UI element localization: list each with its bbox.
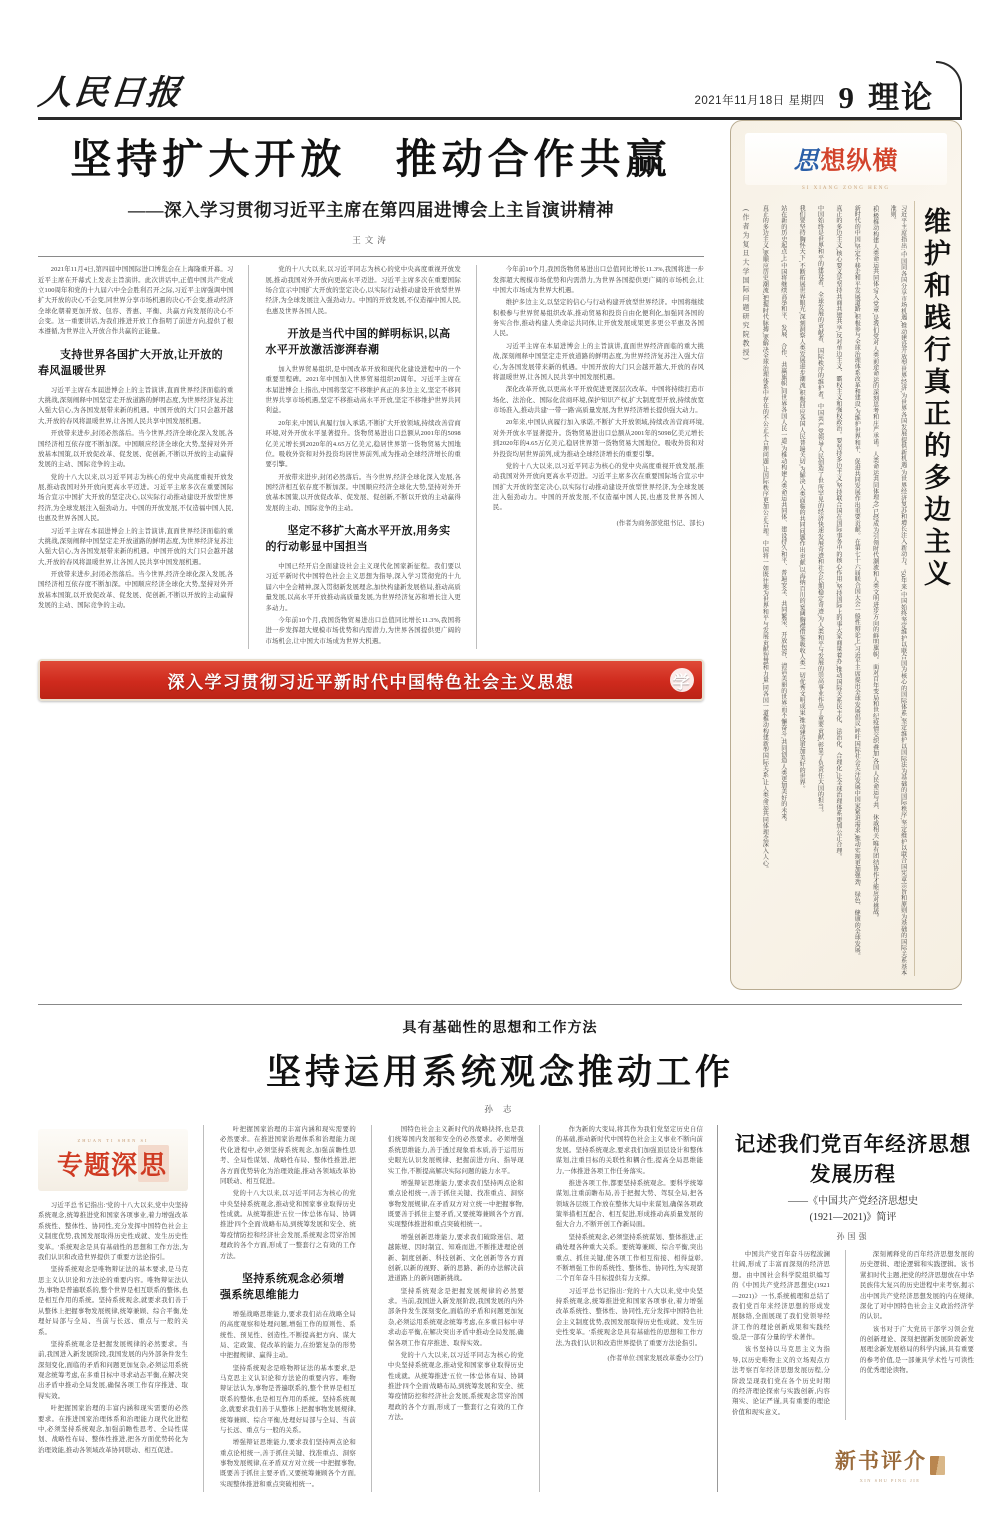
mid-title: 坚持运用系统观念推动工作 [265, 1053, 734, 1092]
sixiang-zongheng-sidebar [730, 120, 962, 990]
paragraph: 该书坚持以马克思主义为指导,以历史唯物主义的立场观点方法考察百年经济思想发展历程,分阶段呈现我们党在各个历史时期的经济理论探索与实践创新,内容翔实、论证严谨,具有重要的理论价值和现实意义。 [732, 1346, 830, 1416]
paragraph: 坚持系统观念是唯物辩证法的基本要求,是马克思主义认识论和方法论的重要内容。唯物辩证法认为,事物是普遍联系的,整个世界是相互联系的整体,也是相互作用的系统。坚持系统观念,就要求我们善于从整体上把握事物发展规律,统筹兼顾、综合平衡,处理好局部与全局、当前与长远、重点与一般的关系。 [38, 1266, 188, 1336]
book-review-column-2 [860, 1250, 974, 1420]
paragraph: 今年前10个月,我国货物贸易进出口总值同比增长11.3%,我国将进一步发挥超大规模市场优势和内需潜力,为世界各国提供更广阔的市场机会,让中国大市场成为世界大机遇。 [265, 616, 461, 645]
paragraph: 增强辩证思维能力,要求我们坚持两点论和重点论相统一,善于抓住关键、找准重点、洞察事物发展规律,在矛盾双方对立统一中把握事物,既要善于抓住主要矛盾,又要统筹兼顾各个方面,实现整体推进和重点突破相统一。 [387, 1179, 524, 1229]
book-review-column-1 [732, 1250, 846, 1420]
paragraph: 深刻阐释党的百年经济思想发展的历史逻辑、理论逻辑和实践逻辑。该书紧扣时代主题,把党的经济思想放在中华民族伟大复兴的历史进程中来考察,揭示出中国共产党经济思想发展的内在规律,深化了对中国特色社会主义政治经济学的认识。 [860, 1251, 974, 1321]
mid-source: (作者单位:国家发展改革委办公厅) [607, 1354, 703, 1362]
lead-divider [38, 256, 704, 257]
mid-col2-text [220, 1125, 356, 1262]
xinshu-pinyin: XIN SHU PING JIE [859, 1478, 921, 1483]
lead-headline: 坚持扩大开放 推动合作共赢 [70, 136, 672, 182]
book-review-subtitle [732, 1194, 974, 1225]
lead-subhead-2: 开放是当代中国的鲜明标识,以高水平开放激活澎湃春潮 [265, 328, 451, 356]
paragraph: 坚持系统观念是唯物辩证法的基本要求,是马克思主义认识论和方法论的重要内容。唯物辩证法认为,事物是普遍联系的,整个世界是相互联系的整体,也是相互作用的系统。坚持系统观念,就要求我们善于从整体上把握事物发展规律,统筹兼顾、综合平衡,处理好局部与全局、当前与长远、重点与一般的关系。 [220, 1364, 356, 1434]
paragraph: 20年来,中国认真履行加入承诺,不断扩大开放领域,持续改善营商环境,对外开放水平显著提升。货物贸易进出口总额从2001年的5098亿美元增长到2020年的4.65万亿美元,稳居世界第一货物贸易大国地位。吸收外资和对外投资均居世界前列,成为推动全球经济增长的重要引擎。 [492, 419, 704, 458]
paragraph: 作为新的大变局,将其作为我们党坚定历史自信的基础,推动新时代中国特色社会主义事业不断向前发展。坚持系统观念,要求我们加强顶层设计和整体谋划,注重目标的关联性和耦合性,提高全局思维能力,一体推进各项工作任务落实。 [555, 1126, 703, 1175]
sidebar-col-6: 我们要坚持胸怀天下,不断拓展世界眼光,深刻洞察人类发展进步潮流,积极回应各国人民普遍关切,为解决人类面临的共同问题作出贡献,以海纳百川的宽阔胸襟借鉴吸收人类一切优秀文明成果,推动建设更加美好的世界。 [798, 205, 805, 792]
paragraph: 增强创新思维能力,要求我们破除迷信、超越陈规、因时制宜、知难而进,不断推进理论创新、制度创新、科技创新、文化创新等各方面创新,以新的视野、新的思路、新的办法解决前进道路上的新问题新挑战。 [387, 1233, 524, 1283]
sidebar-col-3: 新时代的中国,坚定不移走和平发展道路,积极参与全球治理体系改革和建设,为维护世界和平、促进共同发展作出重要贡献。在第七十六届联合国大会一般性辩论上,习近平主席提出全球发展倡议,呼吁国际社会关注发展中国家紧迫需求,推动实现更加强劲、绿色、健康的全球发展。 [853, 205, 860, 960]
mid-col3-text [388, 1125, 524, 1424]
sidebar-brand-first-char: 思 [793, 147, 819, 175]
paragraph: 加入世界贸易组织,是中国改革开放和现代化建设进程中的一个重要里程碑。2021年中国加入世界贸易组织20周年。习近平主席在本届进博会上指出,中国将坚定不移维护真正的多边主义,坚定不移同世界共享市场机遇,坚定不移推动高水平开放,坚定不移维护世界共同利益。 [265, 365, 461, 415]
zhuanti-chars [57, 1145, 169, 1182]
book-review-byline: 孙国强 [836, 1232, 870, 1241]
sidebar-col-8: 真正的多边主义,要顺应历史潮流,把握时代脉搏,要解决全球治理体系中存在的不公正不合理问题,让国际秩序更加公正合理。中国将一如既往地为世界和平与发展贡献智慧和力量,同各国一道推动构建新型国际关系,让人类命运共同体理念深入人心。 [761, 205, 768, 873]
paragraph: 习近平总书记指出:'党的十八大以来,党中央坚持系统观念,统筹推进党和国家各项事业,着力增强改革系统性、整体性、协同性,充分发挥中国特色社会主义制度优势,我国发展取得历史性成就、发生历史性变革。'系统观念是具有基础性的思想和工作方法,为我们认识和改造世界提供了重要方法论指引。 [38, 1202, 188, 1261]
lead-column-2 [265, 265, 476, 649]
publication-date: 2021年11月18日 星期四 [694, 95, 825, 107]
sidebar-col-2: '积极推动构建人类命运共同体'写入党章,是我们党对人类前途命运的深刻思考和庄严承诺。人类命运共同体理念,已经成为引领时代潮流和人类文明进步方向的鲜明旗帜。面对百年变局和世纪疫情交织叠加,各国人民命运与共、休戚相关,唯有团结协作才能应对挑战。 [871, 205, 878, 922]
paragraph: 习近平主席在本届进博会上的主旨演讲,直面世界经济面临的重大挑战,深刻阐释中国坚定走开放道路的鲜明态度,为世界经济复苏注入强大信心,为各国发展带来新的机遇。中国开放的大门只会越开越大,开放的春风将温暖世界,让各国人民共享中国发展机遇。 [38, 386, 234, 425]
paragraph: 维护多边主义,以坚定的信心与行动构建开放型世界经济。中国将继续积极参与世界贸易组织改革,推动贸易和投资自由化便利化,加强同各国的务实合作,推动构建人类命运共同体,让开放发展成果更多更公平惠及各国人民。 [492, 299, 704, 338]
xinshu-chars: 新书评介 [835, 1450, 927, 1473]
mid-columns [38, 1125, 703, 1492]
mid-kicker: 具有基础性的思想和工作方法 [402, 1019, 598, 1035]
mid-article-body [38, 1125, 718, 1492]
lead-source: (作者为商务部党组书记、部长) [616, 519, 704, 527]
top-section [38, 120, 962, 990]
xinshu-chars-row [835, 1445, 945, 1475]
paragraph: 中国共产党百年奋斗历程波澜壮阔,形成了丰富而深刻的经济思想。由中国社会科学院组织编写的《中国共产党经济思想史(1921—2021)》一书,系统梳理和总结了我们党百年来经济思想的形成发展脉络,全面展现了我们党领导经济工作的理论创新成果和实践经验,是一部有分量的学术著作。 [732, 1251, 830, 1341]
zhuanti-shensi-badge [38, 1129, 188, 1191]
newspaper-page [0, 42, 1000, 1522]
zhuanti-pinyin: ZHUAN TI SHEN SI [77, 1138, 149, 1143]
paragraph: 开放带来进步,封闭必然落后。当今世界,经济全球化深入发展,各国经济相互依存度不断加深。中国顺应经济全球化大势,坚持对外开放基本国策,以开放促改革、促发展、促创新,不断以开放的主动赢得发展的主动、国际竞争的主动。 [38, 430, 234, 469]
lead-headline-block [38, 120, 704, 246]
lead-column-3 [493, 265, 704, 649]
paragraph: 习近平总书记指出:'党的十八大以来,党中央坚持系统观念,统筹推进党和国家各项事业,着力增强改革系统性、整体性、协同性,充分发挥中国特色社会主义制度优势,我国发展取得历史性成就、发生历史性变革。'系统观念是具有基础性的思想和工作方法,为我们认识和改造世界提供了重要方法论指引。 [555, 1287, 703, 1347]
lead-column-1 [38, 265, 249, 649]
book-icon [930, 1456, 945, 1475]
paragraph: 叶把握国家治理的丰富内涵和现实需要的必然要求。在推进国家治理体系和治理能力现代化进程中,必须坚持系统观念,加强前瞻性思考、全局性谋划、战略性布局、整体性推进,把各方面优势转化为治理效能,推动各领域改革协同联动、相互促进。 [38, 1405, 188, 1454]
paragraph: 增强辩证思维能力,要求我们坚持两点论和重点论相统一,善于抓住关键、找准重点、洞察事物发展规律,在矛盾双方对立统一中把握事物,既要善于抓住主要矛盾,又要统筹兼顾各个方面,实现整体推进和重点突破相统一。 [220, 1439, 356, 1488]
sidebar-col-1: 习近平主席指出:'中国同各国分享市场机遇,推动建设开放型世界经济,为世界各国发展提供新机遇,为世界经济复苏和增长注入新动力。'50年来,中国始终坚定维护以联合国为核心的国际体系,坚定维护以国际法为基础的国际秩序,坚定维护以联合国宪章宗旨和原则为基础的国际关系基本准则。 [889, 205, 906, 976]
mid-column-4 [556, 1125, 703, 1492]
lead-col1-text [38, 265, 233, 338]
zhuanti-chars-boxed: 思 [138, 1145, 169, 1182]
sidebar-brand-rest: 想纵横 [820, 147, 899, 175]
paragraph: 党的十八大以来,以习近平同志为核心的党中央高度重视开放发展,推动我国对外开放向更高水平迈进。习近平主席多次在重要国际场合宣示中国扩大开放的坚定决心,以实际行动推动建设开放型世界经济,为全球发展注入强劲动力。中国的开放发展,不仅造福中国人民,也惠及世界各国人民。 [265, 266, 461, 315]
paragraph: 增强战略思维能力,要求我们站在战略全局的高度观察和处理问题,增强工作的原则性、系统性、预见性、创造性,不断提高把方向、谋大局、定政策、促改革的能力,在纷繁复杂的形势中把握规律、赢得主动。 [220, 1310, 356, 1360]
paragraph: 该书对于广大党员干部学习领会党的创新理论、深刻把握新发展阶段新发展理念新发展格局的科学内涵,具有重要的参考价值,是一部兼具学术性与可读性的优秀理论读物。 [860, 1325, 974, 1375]
mid-article-header [38, 1004, 962, 1115]
paragraph: 习近平主席在本届进博会上的主旨演讲,直面世界经济面临的重大挑战,深刻阐释中国坚定走开放道路的鲜明态度,为世界经济复苏注入强大信心,为各国发展带来新的机遇。中国开放的大门只会越开越大,开放的春风将温暖世界,让各国人民共享中国发展机遇。 [492, 342, 704, 381]
paragraph: 20年来,中国认真履行加入承诺,不断扩大开放领域,持续改善营商环境,对外开放水平显著提升。货物贸易进出口总额从2001年的5098亿美元增长到2020年的4.65万亿美元,稳居世界第一货物贸易大国地位。吸收外资和对外投资均居世界前列,成为推动全球经济增长的重要引擎。 [265, 419, 461, 469]
sidebar-vertical-columns [739, 201, 914, 976]
paragraph: 坚持系统观念,必须坚持系统谋划、整体推进,正确处理各种重大关系。要统筹兼顾、综合平衡,突出重点、抓住关键,使各项工作相互衔接、相得益彰,不断增强工作的系统性、整体性、协同性,为实现第二个百年奋斗目标提供有力支撑。 [555, 1233, 703, 1283]
sidebar-source: (作者为复旦大学国际问题研究院教授) [742, 209, 751, 362]
paragraph: 国特色社会主义新时代的战略抉择,也是我们统筹国内发展和安全的必然要求。必须增强系统思维能力,善于透过现象看本质,善于运用历史眼光认识发展规律、把握前进方向、指导现实工作,不断提高解决实际问题的能力水平。 [387, 1126, 524, 1175]
paragraph: 推进各项工作,都要坚持系统观念。要科学统筹谋划,注重前瞻布局,善于把握大势、驾驭全局,把各领域各层级工作放在整体大局中来谋划,确保各项政策举措相互配合、相互促进,形成推动高质量发展的强大合力,不断开创工作新局面。 [555, 1179, 703, 1229]
paragraph: 叶把握国家治理的丰富内涵和现实需要的必然要求。在推进国家治理体系和治理能力现代化进程中,必须坚持系统观念,加强前瞻性思考、全局性谋划、战略性布局、整体性推进,把各方面优势转化为治理效能,推动各领域改革协同联动、相互促进。 [220, 1126, 356, 1185]
sidebar-vertical-title: 维护和践行真正的多边主义 [914, 201, 953, 976]
mid-column-2 [220, 1125, 372, 1492]
campaign-banner-seal-icon: 学 [670, 668, 694, 692]
sidebar-brand-logo [745, 133, 947, 185]
sidebar-col-7: 站在新的历史起点上,中国将继续高举和平、发展、合作、共赢旗帜,同世界各国人民一道,为推动构建人类命运共同体、建设持久和平、普遍安全、共同繁荣、开放包容、清洁美丽的世界而不懈奋斗,共同创造人类更加美好的未来。 [779, 205, 786, 826]
xinshu-pingjie-badge [820, 1436, 960, 1492]
lead-subheadline: ——深入学习贯彻习近平主席在第四届进博会上主旨演讲精神 [128, 200, 614, 221]
mid-column-1 [38, 1125, 204, 1492]
sidebar-body [739, 201, 953, 976]
masthead-right-group [694, 82, 962, 113]
zhuanti-chars-normal: 专题深 [56, 1150, 138, 1180]
paragraph: 党的十八大以来,以习近平同志为核心的党中央坚持系统观念,推动党和国家事业取得历史性成就。从统筹推进'五位一体'总体布局、协调推进'四个全面'战略布局,到统筹发展和安全、统筹疫情防控和经济社会发展,系统观念贯穿治国理政的各个方面,形成了一整套行之有效的工作方法。 [220, 1190, 356, 1260]
lead-subhead-1: 支持世界各国扩大开放,让开放的春风温暖世界 [38, 348, 224, 377]
paragraph: 今年前10个月,我国货物贸易进出口总值同比增长11.3%,我国将进一步发挥超大规模市场优势和内需潜力,为世界各国提供更广阔的市场机会,让中国大市场成为世界大机遇。 [492, 266, 704, 294]
newspaper-logo: 人民日报 [36, 75, 185, 112]
paragraph: 习近平主席在本届进博会上的主旨演讲,直面世界经济面临的重大挑战,深刻阐释中国坚定走开放道路的鲜明态度,为世界经济复苏注入强大信心,为各国发展带来新的机遇。中国开放的大门只会越开越大,开放的春风将温暖世界,让各国人民共享中国发展机遇。 [38, 527, 234, 566]
lead-byline: 王文涛 [352, 235, 390, 246]
sidebar-brand-pinyin: SI XIANG ZONG HENG [801, 186, 891, 191]
book-review-subtitle-line1: ——《中国共产党经济思想史 [788, 1196, 918, 1207]
book-review-columns [732, 1250, 974, 1420]
sidebar-col-4: 真正的多边主义,核心要义是坚持共商共建共享,反对单边主义、霸权主义和强权政治。要坚持多边主义,坚持联合国在国际事务中的核心作用,坚持国际上的事大家商量着办,推动国际关系民主化、法治化、合理化,让全球治理体系更加公正合理。 [834, 205, 841, 860]
paragraph: 坚持系统观念是把握发展规律的必然要求。当前,我国进入新发展阶段,我国发展的内外部条件发生深刻变化,面临的矛盾和问题更加复杂,必须运用系统观念统筹考虑,在多重目标中寻求动态平衡,在解决突出矛盾中推动全局发展,确保各项工作有序推进、取得实效。 [387, 1287, 524, 1347]
mid-byline: 孙 志 [484, 1104, 516, 1114]
paragraph: 开放带来进步,封闭必然落后。当今世界,经济全球化深入发展,各国经济相互依存度不断加深。中国顺应经济全球化大势,坚持对外开放基本国策,以开放促改革、促发展、促创新,不断以开放的主动赢得发展的主动、国际竞争的主动。 [38, 571, 234, 610]
book-review-title: 记述我们党百年经济思想发展历程 [734, 1133, 972, 1186]
paragraph: 2021年11月4日,第四届中国国际进口博览会在上海隆重开幕。习近平主席在开幕式上发表主旨演讲。此次讲话中,正值中国共产党成立100周年和党的十九届六中全会胜利召开之际,习近平主席强调中国扩大开放的决心不会变,同世界分享市场机遇的决心不会变,推动经济全球化朝着更加开放、包容、普惠、平衡、共赢方向发展的决心不会变。这一重要讲话,为我们推进开放工作指明了前进方向,提供了根本遵循,为世界注入开放合作共赢的正能量。 [38, 266, 234, 336]
lead-subhead-3: 坚定不移扩大高水平开放,用务实的行动彰显中国担当 [265, 525, 451, 554]
paragraph: 深化改革开放,以更高水平开放促进更深层次改革。中国将持续打造市场化、法治化、国际化营商环境,保护知识产权,扩大制度型开放,持续放宽市场准入,推动共建'一带一路'高质量发展,为世界经济增长提供强大动力。 [492, 386, 704, 415]
paragraph: 中国已经开启全面建设社会主义现代化国家新征程。我们要以习近平新时代中国特色社会主义思想为指导,深入学习贯彻党的十九届六中全会精神,深入贯彻新发展理念,加快构建新发展格局,推动高质量发展,以高水平开放推动高质量发展,为世界经济复苏和增长注入更多动力。 [265, 563, 461, 612]
book-review-subtitle-line2: (1921—2021)》简评 [809, 1211, 897, 1223]
lead-columns [38, 265, 704, 649]
lead-article [38, 120, 718, 990]
paragraph: 党的十八大以来,以习近平同志为核心的党中央坚持系统观念,推动党和国家事业取得历史性成就。从统筹推进'五位一体'总体布局、协调推进'四个全面'战略布局,到统筹发展和安全、统筹疫情防控和经济社会发展,系统观念贯穿治国理政的各个方面,形成了一整套行之有效的工作方法。 [387, 1351, 524, 1422]
paragraph: 开放带来进步,封闭必然落后。当今世界,经济全球化深入发展,各国经济相互依存度不断加深。中国顺应经济全球化大势,坚持对外开放基本国策,以开放促改革、促发展、促创新,不断以开放的主动赢得发展的主动、国际竞争的主动。 [265, 473, 461, 512]
page-content [38, 120, 974, 1492]
masthead-corner-rule-icon [936, 61, 962, 117]
campaign-banner-text: 深入学习贯彻习近平新时代中国特色社会主义思想 [167, 672, 575, 692]
mid-col1-text [38, 1201, 188, 1456]
mid-subhead-1: 坚持系统观念必须增强系统思维能力 [220, 1272, 345, 1301]
paragraph: 党的十八大以来,以习近平同志为核心的党中央高度重视开放发展,推动我国对外开放向更高水平迈进。习近平主席多次在重要国际场合宣示中国扩大开放的坚定决心,以实际行动推动建设开放型世界经济,为全球发展注入强劲动力。中国的开放发展,不仅造福中国人民,也惠及世界各国人民。 [38, 473, 234, 523]
section-name: 理论 [868, 80, 934, 115]
sidebar-col-5: 中国始终是世界和平的建设者、全球发展的贡献者、国际秩序的维护者。中国共产党领导人民创造了世所罕见的经济快速发展奇迹和社会长期稳定奇迹,为人类和平与发展的崇高事业作出了重要贡献,彰显了负责任大国的担当。 [816, 205, 823, 816]
paragraph: 坚持系统观念是把握发展规律的必然要求。当前,我国进入新发展阶段,我国发展的内外部条件发生深刻变化,面临的矛盾和问题更加复杂,必须运用系统观念统筹考虑,在多重目标中寻求动态平衡,在解决突出矛盾中推动全局发展,确保各项工作有序推进、取得实效。 [38, 1340, 188, 1400]
mid-col4-text [556, 1125, 703, 1349]
masthead [38, 42, 962, 120]
page-number: 9 [838, 80, 854, 115]
paragraph: 党的十八大以来,以习近平同志为核心的党中央高度重视开放发展,推动我国对外开放向更高水平迈进。习近平主席多次在重要国际场合宣示中国扩大开放的坚定决心,以实际行动推动建设开放型世界经济,为全球发展注入强劲动力。中国的开放发展,不仅造福中国人民,也惠及世界各国人民。 [492, 462, 704, 512]
mid-column-3 [388, 1125, 540, 1492]
campaign-banner[interactable] [38, 659, 704, 701]
